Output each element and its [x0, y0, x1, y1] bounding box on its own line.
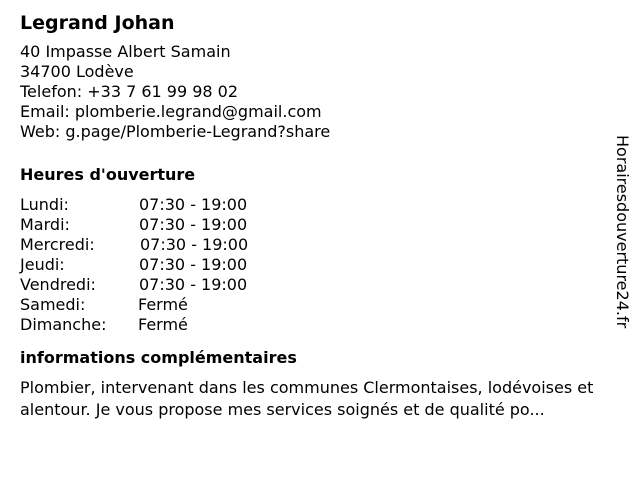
day-hours: 07:30 - 19:00 — [139, 275, 248, 294]
hours-row-friday — [20, 275, 620, 295]
hours-row-thursday — [20, 255, 620, 275]
opening-hours-table — [20, 195, 620, 335]
address-city: 34700 Lodève — [20, 62, 134, 81]
hours-row-wednesday — [20, 235, 620, 255]
site-watermark: Horairesdouverture24.fr — [613, 135, 632, 329]
additional-info-heading: informations complémentaires — [20, 348, 297, 367]
day-label: Vendredi: — [20, 275, 96, 294]
day-label: Dimanche: — [20, 315, 107, 334]
hours-row-tuesday — [20, 215, 620, 235]
hours-row-monday — [20, 195, 620, 215]
day-label: Mardi: — [20, 215, 70, 234]
business-card — [20, 10, 620, 421]
day-hours: Fermé — [138, 295, 188, 314]
business-description: Plombier, intervenant dans les communes Clermontaises, lodévoises et alentour. Je vous propose mes services soignés et de qualité po... — [20, 378, 594, 419]
hours-row-sunday — [20, 315, 620, 335]
day-label: Lundi: — [20, 195, 69, 214]
phone-number[interactable]: Telefon: +33 7 61 99 98 02 — [20, 82, 239, 101]
day-label: Jeudi: — [20, 255, 65, 274]
email-address[interactable]: Email: plomberie.legrand@gmail.com — [20, 102, 322, 121]
day-hours: 07:30 - 19:00 — [139, 215, 248, 234]
website-link[interactable]: Web: g.page/Plomberie-Legrand?share — [20, 122, 331, 141]
hours-row-saturday — [20, 295, 620, 315]
contact-block — [20, 42, 620, 142]
day-hours: 07:30 - 19:00 — [139, 195, 248, 214]
day-label: Samedi: — [20, 295, 86, 314]
day-hours: 07:30 - 19:00 — [139, 255, 248, 274]
day-hours: Fermé — [138, 315, 188, 334]
address-street: 40 Impasse Albert Samain — [20, 42, 231, 61]
day-hours: 07:30 - 19:00 — [140, 235, 249, 254]
day-label: Mercredi: — [20, 235, 95, 254]
opening-hours-heading: Heures d'ouverture — [20, 165, 196, 184]
business-name: Legrand Johan — [20, 12, 175, 34]
